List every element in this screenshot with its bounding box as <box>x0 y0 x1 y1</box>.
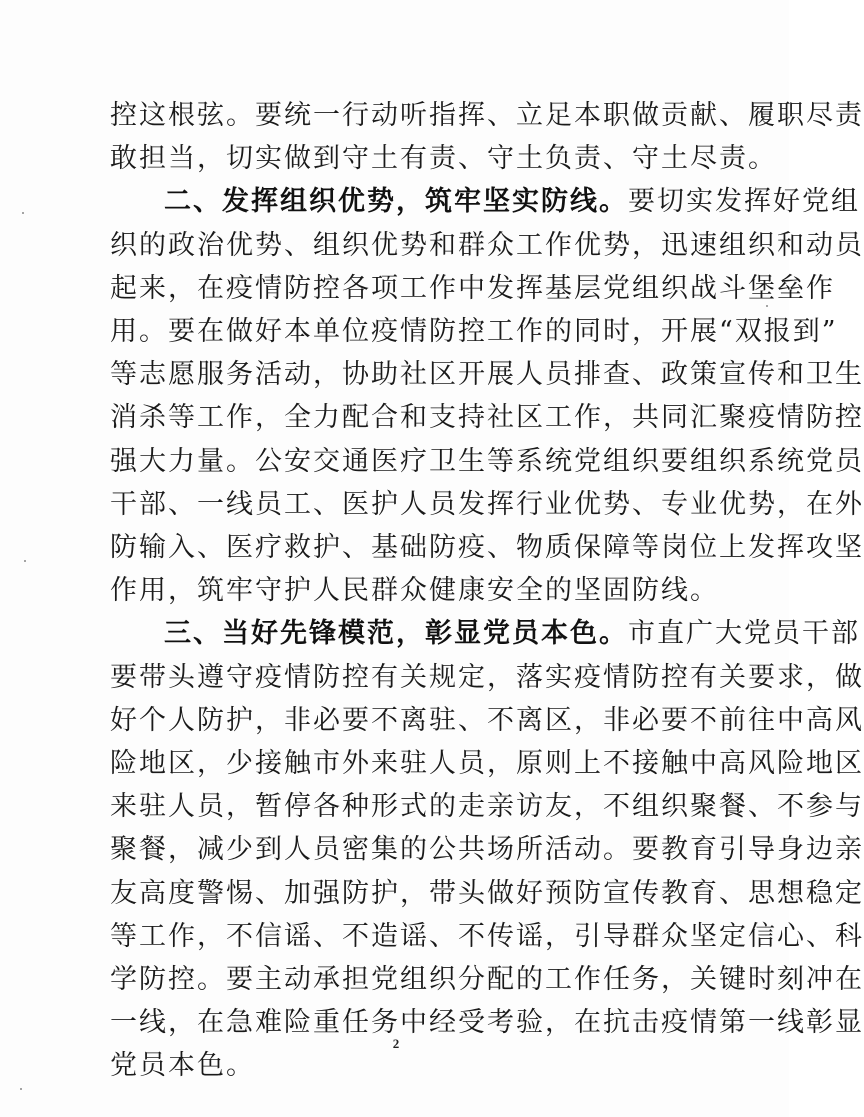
body-text-line <box>110 964 864 996</box>
line-text: 市直广大党员干部 <box>628 618 860 649</box>
line-text: 等工作，不信谣、不造谣、不传谣，引导群众坚定信心、科 <box>110 921 864 952</box>
body-text-line <box>110 532 864 564</box>
body-text-line <box>110 316 838 348</box>
body-text-line <box>110 705 864 737</box>
scan-speck <box>766 305 768 307</box>
line-text: 起来，在疫情防控各项工作中发挥基层党组织战斗堡垒作 <box>110 273 835 304</box>
line-text: 友高度警惕、加强防护，带头做好预防宣传教育、思想稳定 <box>110 878 864 909</box>
body-text-line <box>110 1050 255 1082</box>
line-text: 险地区，少接触市外来驻人员，原则上不接触中高风险地区 <box>110 748 864 779</box>
line-text: 强大力量。公安交通医疗卫生等系统党组织要组织系统党员 <box>110 446 864 477</box>
section-heading-line <box>164 618 860 650</box>
body-text-line <box>110 100 864 132</box>
body-text-line <box>110 1007 864 1039</box>
line-text: 党员本色。 <box>110 1050 255 1081</box>
body-text-line <box>110 143 777 175</box>
line-text: 控这根弦。要统一行动听指挥、立足本职做贡献、履职尽责 <box>110 100 864 131</box>
body-text-line <box>110 791 864 823</box>
scan-speck <box>22 212 24 214</box>
section-heading: 二、发挥组织优势，筑牢坚实防线。 <box>164 186 628 217</box>
line-text: 要切实发挥好党组 <box>628 186 860 217</box>
line-text: 敢担当，切实做到守土有责、守土负责、守土尽责。 <box>110 143 777 174</box>
line-text: 一线，在急难险重任务中经受考验，在抗击疫情第一线彰显 <box>110 1007 864 1038</box>
line-text: 作用，筑牢守护人民群众健康安全的坚固防线。 <box>110 575 719 606</box>
section-heading: 三、当好先锋模范，彰显党员本色。 <box>164 618 628 649</box>
body-text-line <box>110 446 864 478</box>
body-text-line <box>110 489 864 521</box>
body-text-line <box>110 230 864 262</box>
body-text-line <box>110 748 864 780</box>
line-text: 聚餐，减少到人员密集的公共场所活动。要教育引导身边亲 <box>110 834 864 865</box>
scan-speck <box>20 1088 22 1090</box>
body-text-line <box>110 575 719 607</box>
line-text: 学防控。要主动承担党组织分配的工作任务，关键时刻冲在 <box>110 964 864 995</box>
body-text-line <box>110 878 864 910</box>
section-heading-line <box>164 186 860 218</box>
body-text-line <box>110 273 835 305</box>
line-text: 等志愿服务活动，协助社区开展人员排查、政策宣传和卫生 <box>110 359 864 390</box>
body-text-line <box>110 662 864 694</box>
body-text-line <box>110 834 864 866</box>
line-text: 用。要在做好本单位疫情防控工作的同时，开展“双报到” <box>110 316 838 347</box>
line-text: 防输入、医疗救护、基础防疫、物质保障等岗位上发挥攻坚 <box>110 532 864 563</box>
line-text: 织的政治优势、组织优势和群众工作优势，迅速组织和动员 <box>110 230 864 261</box>
body-text-line <box>110 921 864 953</box>
scan-speck <box>24 560 26 562</box>
page-number: 2 <box>392 1036 400 1051</box>
line-text: 要带头遵守疫情防控有关规定，落实疫情防控有关要求，做 <box>110 662 864 693</box>
line-text: 好个人防护，非必要不离驻、不离区，非必要不前往中高风 <box>110 705 864 736</box>
line-text: 消杀等工作，全力配合和支持社区工作，共同汇聚疫情防控 <box>110 402 864 433</box>
body-text-line <box>110 402 864 434</box>
body-text-line <box>110 359 864 391</box>
line-text: 来驻人员，暂停各种形式的走亲访友，不组织聚餐、不参与 <box>110 791 864 822</box>
line-text: 干部、一线员工、医护人员发挥行业优势、专业优势，在外 <box>110 489 864 520</box>
